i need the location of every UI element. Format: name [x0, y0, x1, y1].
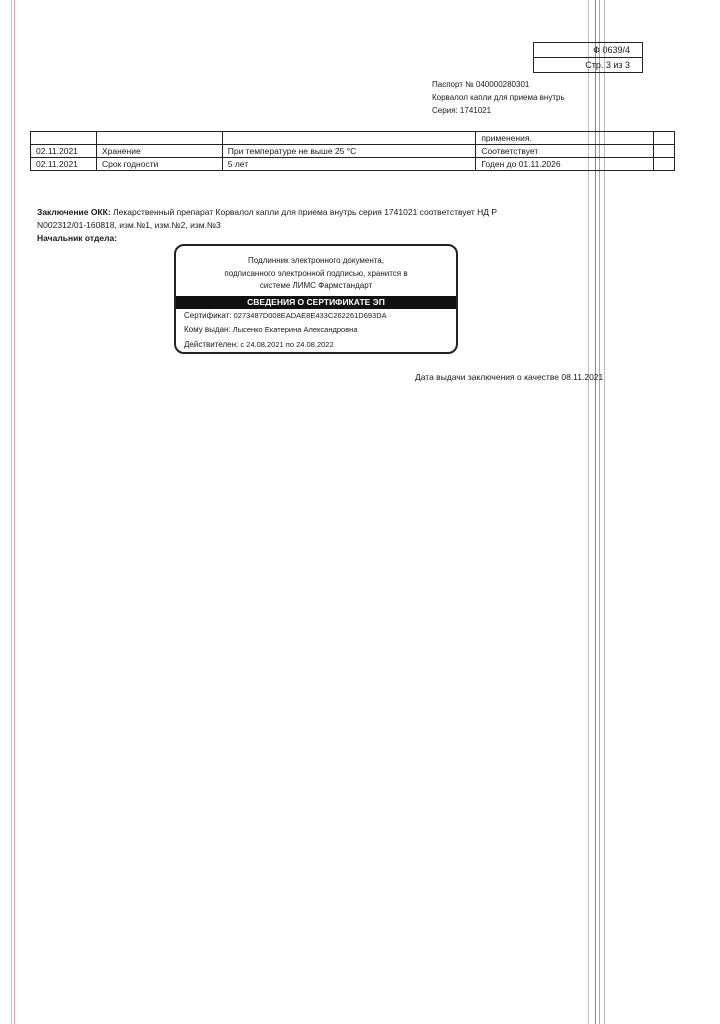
table-cell: применения. [476, 132, 654, 145]
conclusion-text: Лекарственный препарат Корвалол капли для приема внутрь серия 1741021 соответствует НД Р [110, 207, 498, 217]
owner-row [176, 323, 456, 338]
validity-value: с 24.08.2021 по 24.08.2022 [238, 339, 334, 349]
table-row [31, 132, 675, 145]
table-cell [31, 132, 97, 145]
stamp-intro-line: подписанного электронной подписью, хранится в [224, 268, 408, 278]
department-head-label: Начальник отдела: [37, 233, 118, 243]
table-cell: Годен до 01.11.2026 [476, 158, 654, 171]
certificate-row [176, 309, 456, 324]
results-table [30, 131, 675, 171]
page-number: Стр. 3 из 3 [534, 57, 642, 72]
conclusion-line [37, 206, 557, 219]
stamp-intro-line: Подлинник электронного документа, [248, 256, 384, 265]
product-name: Корвалол капли для приема внутрь [432, 93, 565, 102]
scan-line-left-red [14, 0, 15, 1024]
table-cell: 02.11.2021 [31, 145, 97, 158]
table-cell [654, 132, 675, 145]
certificate-label: Сертификат: [184, 310, 232, 320]
table-cell: Хранение [96, 145, 222, 158]
scan-line-left [11, 0, 12, 1024]
table-cell: Соответствует [476, 145, 654, 158]
owner-label: Кому выдан: [184, 325, 231, 334]
certificate-value: 0273487D008EADAE8E433C262261D693DA [231, 310, 387, 320]
table-cell [654, 145, 675, 158]
table-cell: При температуре не выше 25 °С [222, 145, 476, 158]
validity-row [176, 338, 456, 353]
table-cell: 02.11.2021 [31, 158, 97, 171]
table-cell: Срок годности [96, 158, 222, 171]
stamp-intro [176, 255, 456, 293]
table-cell [222, 132, 476, 145]
conclusion-text-2: N002312/01-160818, изм.№1, изм.№2, изм.№3 [37, 220, 221, 230]
owner-value: Лысенко Екатерина Александровна [230, 325, 358, 334]
e-signature-stamp [174, 244, 458, 354]
conclusion-block [37, 206, 557, 245]
table-cell: 5 лет [222, 158, 476, 171]
product-series: Серия: 1741021 [432, 106, 492, 115]
passport-number: Паспорт № 040000280301 [432, 80, 530, 89]
conclusion-label: Заключение ОКК: [37, 207, 111, 217]
table-row [31, 158, 675, 171]
form-code-box [533, 42, 643, 73]
passport-info [432, 78, 565, 117]
stamp-intro-line: системе ЛИМС Фармстандарт [259, 281, 373, 290]
validity-label: Действителен: [184, 339, 239, 349]
table-row [31, 145, 675, 158]
stamp-header: СВЕДЕНИЯ О СЕРТИФИКАТЕ ЭП [176, 296, 456, 309]
table-cell [96, 132, 222, 145]
issue-date: Дата выдачи заключения о качестве 08.11.2021 [415, 372, 604, 382]
table-cell [654, 158, 675, 171]
form-code: Ф 0639/4 [593, 45, 630, 55]
